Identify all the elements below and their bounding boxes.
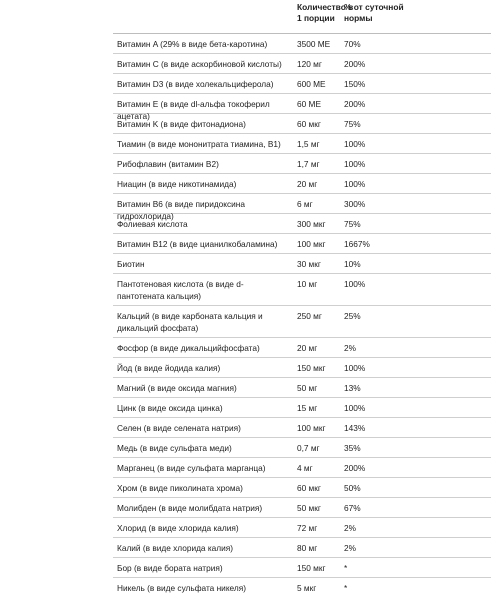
table-row xyxy=(113,558,491,578)
table-row xyxy=(113,214,491,234)
nutrient-name: Молибден (в виде молибдата натрия) xyxy=(117,503,263,513)
daily-value-percent: 50% xyxy=(344,483,361,493)
table-row xyxy=(113,418,491,438)
nutrient-name: Селен (в виде селената натрия) xyxy=(117,423,241,433)
nutrient-amount: 80 мг xyxy=(297,543,318,553)
nutrient-name: Биотин xyxy=(117,259,145,269)
table-row xyxy=(113,274,491,306)
nutrient-amount: 20 мг xyxy=(297,179,318,189)
table-row xyxy=(113,358,491,378)
nutrient-name: Витамин B12 (в виде цианилкобаламина) xyxy=(117,239,278,249)
nutrient-name: Пантотеновая кислота (в виде d-пантотената кальция) xyxy=(117,279,244,302)
table-row xyxy=(113,538,491,558)
daily-value-percent: * xyxy=(344,563,348,573)
daily-value-percent: 200% xyxy=(344,99,366,109)
table-row xyxy=(113,174,491,194)
nutrient-name: Калий (в виде хлорида калия) xyxy=(117,543,234,553)
nutrient-name: Витамин E (в виде dl-альфа токоферил ацетата) xyxy=(117,99,270,122)
daily-value-percent: 75% xyxy=(344,219,361,229)
daily-value-column-header: % от суточной нормы xyxy=(344,2,404,23)
table-body xyxy=(113,34,491,597)
nutrient-amount: 150 мкг xyxy=(297,363,326,373)
daily-value-percent: 100% xyxy=(344,363,366,373)
nutrient-amount: 100 мкг xyxy=(297,423,326,433)
nutrient-name: Витамин C (в виде аскорбиновой кислоты) xyxy=(117,59,282,69)
nutrient-amount: 300 мкг xyxy=(297,219,326,229)
nutrient-amount: 60 мкг xyxy=(297,483,321,493)
nutrient-amount: 10 мг xyxy=(297,279,318,289)
daily-value-percent: 2% xyxy=(344,543,356,553)
nutrient-amount: 150 мкг xyxy=(297,563,326,573)
table-row xyxy=(113,478,491,498)
nutrient-amount: 50 мг xyxy=(297,383,318,393)
table-header xyxy=(113,0,491,34)
nutrient-amount: 5 мкг xyxy=(297,583,317,593)
nutrient-amount: 60 мкг xyxy=(297,119,321,129)
table-row xyxy=(113,34,491,54)
nutrient-name: Рибофлавин (витамин B2) xyxy=(117,159,219,169)
daily-value-percent: 200% xyxy=(344,463,366,473)
daily-value-percent: 13% xyxy=(344,383,361,393)
table-row xyxy=(113,74,491,94)
nutrient-amount: 120 мг xyxy=(297,59,322,69)
table-row xyxy=(113,234,491,254)
table-row xyxy=(113,54,491,74)
nutrient-name: Ниацин (в виде никотинамида) xyxy=(117,179,237,189)
daily-value-percent: 100% xyxy=(344,159,366,169)
table-row xyxy=(113,518,491,538)
table-row xyxy=(113,94,491,122)
nutrient-name: Витамин B6 (в виде пиридоксина гидрохлорида) xyxy=(117,199,245,222)
daily-value-percent: 10% xyxy=(344,259,361,269)
nutrient-amount: 50 мкг xyxy=(297,503,321,513)
nutrient-name: Витамин K (в виде фитонадиона) xyxy=(117,119,246,129)
nutrient-amount: 1,5 мг xyxy=(297,139,320,149)
nutrient-amount: 3500 МЕ xyxy=(297,39,331,49)
daily-value-percent: 143% xyxy=(344,423,366,433)
table-row xyxy=(113,254,491,274)
nutrient-name: Фолиевая кислота xyxy=(117,219,188,229)
daily-value-percent: 2% xyxy=(344,343,356,353)
nutrient-amount: 250 мг xyxy=(297,311,322,321)
daily-value-percent: 200% xyxy=(344,59,366,69)
daily-value-percent: 1667% xyxy=(344,239,370,249)
nutrient-name: Марганец (в виде сульфата марганца) xyxy=(117,463,266,473)
nutrient-name: Витамин D3 (в виде холекальциферола) xyxy=(117,79,274,89)
table-row xyxy=(113,458,491,478)
table-row xyxy=(113,378,491,398)
table-row xyxy=(113,398,491,418)
daily-value-percent: 70% xyxy=(344,39,361,49)
daily-value-percent: 150% xyxy=(344,79,366,89)
nutrient-name: Йод (в виде йодида калия) xyxy=(117,363,221,373)
daily-value-percent: 100% xyxy=(344,403,366,413)
nutrient-amount: 15 мг xyxy=(297,403,318,413)
nutrient-amount: 4 мг xyxy=(297,463,313,473)
nutrient-amount: 72 мг xyxy=(297,523,318,533)
nutrient-name: Хлорид (в виде хлорида калия) xyxy=(117,523,239,533)
table-row xyxy=(113,306,491,338)
nutrient-amount: 30 мкг xyxy=(297,259,321,269)
nutrient-amount: 100 мкг xyxy=(297,239,326,249)
nutrient-name: Тиамин (в виде мононитрата тиамина, B1) xyxy=(117,139,281,149)
nutrient-name: Фосфор (в виде дикальцийфосфата) xyxy=(117,343,260,353)
daily-value-percent: 100% xyxy=(344,139,366,149)
nutrient-amount: 600 МЕ xyxy=(297,79,326,89)
daily-value-percent: 25% xyxy=(344,311,361,321)
nutrient-name: Магний (в виде оксида магния) xyxy=(117,383,237,393)
nutrient-name: Кальций (в виде карбоната кальция и дикальций фосфата) xyxy=(117,311,263,334)
table-row xyxy=(113,498,491,518)
table-row xyxy=(113,134,491,154)
daily-value-percent: 75% xyxy=(344,119,361,129)
nutrient-name: Хром (в виде пиколината хрома) xyxy=(117,483,243,493)
table-row xyxy=(113,154,491,174)
nutrient-name: Никель (в виде сульфата никеля) xyxy=(117,583,246,593)
nutrient-name: Бор (в виде бората натрия) xyxy=(117,563,223,573)
table-row xyxy=(113,338,491,358)
nutrient-name: Цинк (в виде оксида цинка) xyxy=(117,403,223,413)
daily-value-percent: 100% xyxy=(344,279,366,289)
nutrient-amount: 1,7 мг xyxy=(297,159,320,169)
nutrient-amount: 60 МЕ xyxy=(297,99,321,109)
nutrient-amount: 6 мг xyxy=(297,199,313,209)
daily-value-percent: 100% xyxy=(344,179,366,189)
table-row xyxy=(113,438,491,458)
daily-value-percent: 2% xyxy=(344,523,356,533)
daily-value-percent: 67% xyxy=(344,503,361,513)
quantity-column-header: Количество в 1 порции xyxy=(297,2,354,23)
table-row xyxy=(113,194,491,222)
daily-value-percent: * xyxy=(344,583,348,593)
nutrient-name: Витамин A (29% в виде бета-каротина) xyxy=(117,39,268,49)
daily-value-percent: 300% xyxy=(344,199,366,209)
table-row xyxy=(113,578,491,597)
nutrient-amount: 20 мг xyxy=(297,343,318,353)
nutrition-table xyxy=(113,0,491,597)
table-row xyxy=(113,114,491,134)
nutrient-amount: 0,7 мг xyxy=(297,443,320,453)
nutrient-name: Медь (в виде сульфата меди) xyxy=(117,443,232,453)
daily-value-percent: 35% xyxy=(344,443,361,453)
